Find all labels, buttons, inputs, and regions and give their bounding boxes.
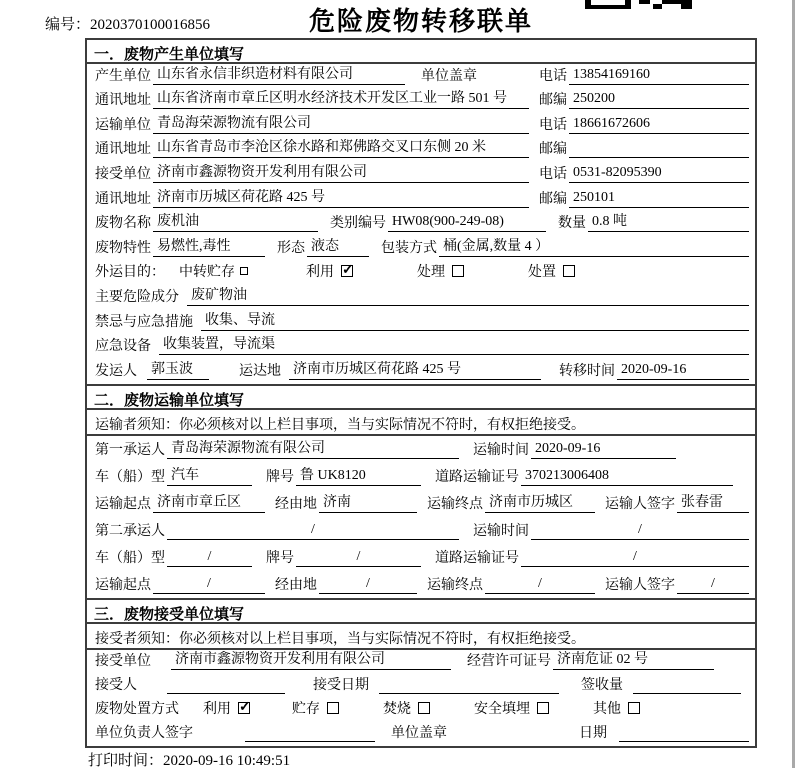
- print-time-label: 打印时间：: [88, 753, 164, 768]
- address-label: 通讯地址: [95, 191, 151, 207]
- received-qty-value: [633, 676, 741, 694]
- end-label: 运输终点: [427, 496, 483, 512]
- purpose-option-dispose: [528, 261, 575, 281]
- checkbox-label: 中转贮存: [179, 265, 235, 281]
- section3-header: 三．废物接受单位填写: [87, 600, 755, 624]
- hazard-label: 主要危险成分: [95, 289, 179, 305]
- phone-value: 0531-82095390: [569, 164, 749, 183]
- postcode-value: 250101: [569, 189, 749, 208]
- form-state-label: 形态: [277, 240, 305, 256]
- address-label: 通讯地址: [95, 93, 151, 109]
- origin-label: 运输起点: [95, 496, 151, 512]
- section1-body: [87, 64, 755, 386]
- carrier-label: 第二承运人: [95, 523, 165, 539]
- phone-label: 电话: [539, 117, 567, 133]
- address-label: 通讯地址: [95, 142, 151, 158]
- vehicle-type-label: 车（船）型: [95, 469, 165, 485]
- quantity-label: 数量: [558, 216, 586, 232]
- section3-notice: 接受者须知：你必须核对以上栏目事项，当与实际情况不符时，有权拒绝接受。: [87, 624, 755, 650]
- postcode-value: [569, 140, 749, 158]
- postcode-field: [537, 138, 749, 158]
- checkbox-label: 其他: [593, 701, 621, 717]
- phone-label: 电话: [539, 166, 567, 182]
- window-edge-strip: [792, 0, 795, 768]
- qr-code-remnant-icon: [585, 0, 695, 9]
- carrier-sign-label: 运输人签字: [605, 496, 675, 512]
- address-value: 山东省济南市章丘区明水经济技术开发区工业一路 501 号: [153, 90, 529, 109]
- carrier-sign-label: 运输人签字: [605, 577, 675, 593]
- received-qty-label: 签收量: [581, 677, 623, 693]
- phone-value: 18661672606: [569, 115, 749, 134]
- row-vehicle-2: [87, 544, 755, 571]
- checkbox-label: 处置: [528, 265, 556, 281]
- postcode-label: 邮编: [539, 93, 567, 109]
- row-second-carrier: [87, 517, 755, 544]
- row-transport-unit: [87, 113, 755, 138]
- serial-label: 编号：: [45, 17, 91, 33]
- storage-checkbox-icon: [327, 702, 339, 714]
- disposal-method-label: 废物处置方式: [95, 701, 179, 717]
- transport-time-label: 运输时间: [473, 523, 529, 539]
- row-disposal-method: [87, 698, 755, 722]
- date-label: 日期: [579, 725, 607, 741]
- purpose-label: 外运目的：: [95, 265, 165, 281]
- checkbox-label: 贮存: [292, 701, 320, 717]
- transport-time-value: 2020-09-16: [531, 440, 676, 459]
- disposal-option-storage: [292, 698, 339, 718]
- print-time-value: 2020-09-16 10:49:51: [163, 753, 291, 768]
- manifest-form: [85, 38, 757, 748]
- origin-label: 运输起点: [95, 577, 151, 593]
- row-vehicle-1: [87, 463, 755, 490]
- characteristic-value: 易燃性,毒性: [153, 238, 265, 257]
- phone-value: 13854169160: [569, 66, 749, 85]
- section2-header: 二．废物运输单位填写: [87, 386, 755, 410]
- carrier-sign-value: 张春雷: [677, 494, 749, 513]
- accept-unit-value: 济南市鑫源物资开发利用有限公司: [171, 651, 451, 670]
- contraindication-label: 禁忌与应急措施: [95, 314, 193, 330]
- recipient-label: 接受人: [95, 677, 137, 693]
- transfer-time-value: 2020-09-16: [617, 361, 749, 380]
- characteristic-label: 废物特性: [95, 240, 151, 256]
- via-label: 经由地: [275, 577, 317, 593]
- category-value: HW08(900-249-08): [388, 213, 546, 232]
- via-value: /: [319, 575, 417, 594]
- responsible-sign-label: 单位负责人签字: [95, 725, 193, 741]
- transport-unit-label: 运输单位: [95, 117, 151, 133]
- category-label: 类别编号: [330, 216, 386, 232]
- permit-label: 经营许可证号: [467, 653, 551, 669]
- section1-header: 一．废物产生单位填写: [87, 40, 755, 64]
- row-accept-unit: [87, 650, 755, 674]
- section2-notice: 运输者须知：你必须核对以上栏目事项，当与实际情况不符时，有权拒绝接受。: [87, 410, 755, 436]
- row-first-carrier: [87, 436, 755, 463]
- recipient-value: [167, 676, 285, 694]
- row-route-1: [87, 490, 755, 517]
- row-contraindication: [87, 310, 755, 335]
- receiver-unit-label: 接受单位: [95, 166, 151, 182]
- vehicle-type-value: 汽车: [167, 467, 252, 486]
- date-value: [619, 724, 749, 742]
- row-receiver-unit: [87, 162, 755, 187]
- end-value: /: [485, 575, 595, 594]
- postcode-field: [537, 188, 749, 208]
- utilize-checkbox-icon: [238, 702, 250, 714]
- vehicle-type-value: /: [167, 548, 252, 567]
- row-waste-name: [87, 212, 755, 237]
- purpose-option-utilize: [306, 261, 353, 281]
- road-license-value: /: [521, 548, 749, 567]
- row-responsible-signature: [87, 722, 755, 746]
- address-value: 山东省青岛市李沧区徐水路和郑佛路交叉口东侧 20 米: [153, 139, 529, 158]
- page-title: 危险废物转移联单: [308, 6, 533, 36]
- equipment-value: 收集装置，导流渠: [159, 336, 749, 355]
- postcode-label: 邮编: [539, 142, 567, 158]
- row-transport-address: [87, 138, 755, 163]
- road-license-label: 道路运输证号: [435, 469, 519, 485]
- landfill-checkbox-icon: [537, 702, 549, 714]
- transfer-time-label: 转移时间: [559, 363, 615, 379]
- producer-unit-label: 产生单位: [95, 68, 151, 84]
- dispose-checkbox-icon: [563, 265, 575, 277]
- phone-field: [537, 163, 749, 183]
- qr-block: [681, 0, 692, 9]
- row-outbound-purpose: [87, 261, 755, 286]
- purpose-option-transfer-storage: [179, 261, 248, 281]
- row-emergency-equipment: [87, 335, 755, 360]
- row-hazard-component: [87, 285, 755, 310]
- row-producer-address: [87, 89, 755, 114]
- qr-block: [662, 0, 681, 4]
- utilize-checkbox-icon: [341, 265, 353, 277]
- plate-label: 牌号: [266, 550, 294, 566]
- plate-value: /: [296, 548, 421, 567]
- receiver-unit-value: 济南市鑫源物资开发利用有限公司: [153, 164, 529, 183]
- carrier-label: 第一承运人: [95, 442, 165, 458]
- checkbox-label: 焚烧: [383, 701, 411, 717]
- permit-value: 济南危证 02 号: [553, 651, 714, 670]
- equipment-label: 应急设备: [95, 339, 151, 355]
- hazard-value: 废矿物油: [187, 287, 749, 306]
- checkbox-label: 安全填埋: [474, 701, 530, 717]
- address-value: 济南市历城区荷花路 425 号: [153, 189, 529, 208]
- row-consignor: [87, 359, 755, 384]
- transfer-storage-checkbox-icon: [240, 267, 248, 275]
- qr-block: [639, 0, 650, 4]
- destination-value: 济南市历城区荷花路 425 号: [289, 361, 541, 380]
- row-producer-unit: [87, 64, 755, 89]
- receive-date-value: [379, 676, 559, 694]
- quantity-value: 0.8 吨: [588, 213, 749, 232]
- postcode-value: 250200: [569, 90, 749, 109]
- purpose-option-treat: [417, 261, 464, 281]
- row-route-2: [87, 571, 755, 598]
- treat-checkbox-icon: [452, 265, 464, 277]
- disposal-option-incinerate: [383, 698, 430, 718]
- phone-field: [537, 65, 749, 85]
- row-recipient: [87, 674, 755, 698]
- end-value: 济南市历城区: [485, 494, 595, 513]
- via-label: 经由地: [275, 496, 317, 512]
- section2-body: [87, 436, 755, 600]
- waste-name-value: 废机油: [153, 213, 318, 232]
- disposal-option-other: [593, 698, 640, 718]
- road-license-label: 道路运输证号: [435, 550, 519, 566]
- contraindication-value: 收集、导流: [201, 312, 749, 331]
- phone-field: [537, 114, 749, 134]
- origin-value: 济南市章丘区: [153, 494, 265, 513]
- transport-time-value: /: [531, 521, 749, 540]
- row-receiver-address: [87, 187, 755, 212]
- qr-block: [625, 0, 631, 9]
- origin-value: /: [153, 575, 265, 594]
- via-value: 济南: [319, 494, 417, 513]
- plate-value: 鲁 UK8120: [296, 467, 421, 486]
- incinerate-checkbox-icon: [418, 702, 430, 714]
- receive-date-label: 接受日期: [313, 677, 369, 693]
- carrier-value: 青岛海荣源物流有限公司: [167, 440, 459, 459]
- consignor-value: 郭玉波: [147, 361, 209, 380]
- plate-label: 牌号: [266, 469, 294, 485]
- disposal-option-utilize: [203, 698, 250, 718]
- postcode-label: 邮编: [539, 191, 567, 207]
- row-waste-characteristic: [87, 236, 755, 261]
- postcode-field: [537, 89, 749, 109]
- disposal-option-landfill: [474, 698, 549, 718]
- carrier-sign-value: /: [677, 575, 749, 594]
- other-checkbox-icon: [628, 702, 640, 714]
- unit-seal-label: 单位盖章: [391, 725, 447, 741]
- accept-unit-label: 接受单位: [95, 653, 151, 669]
- serial-value: 2020370100016856: [90, 17, 211, 33]
- vehicle-type-label: 车（船）型: [95, 550, 165, 566]
- destination-label: 运达地: [239, 363, 281, 379]
- checkbox-label: 利用: [203, 701, 231, 717]
- producer-unit-value: 山东省永信非织造材料有限公司: [153, 66, 405, 85]
- end-label: 运输终点: [427, 577, 483, 593]
- checkbox-label: 处理: [417, 265, 445, 281]
- responsible-sign-value: [245, 724, 375, 742]
- carrier-value: /: [167, 521, 459, 540]
- print-time: [88, 749, 290, 768]
- packaging-value: 桶(金属,数量 4 ）: [439, 238, 749, 257]
- transport-unit-value: 青岛海荣源物流有限公司: [153, 115, 529, 134]
- qr-block: [653, 4, 662, 9]
- transport-time-label: 运输时间: [473, 442, 529, 458]
- waste-name-label: 废物名称: [95, 216, 151, 232]
- checkbox-label: 利用: [306, 265, 334, 281]
- form-state-value: 液态: [307, 238, 369, 257]
- unit-seal-label: 单位盖章: [421, 68, 477, 84]
- phone-label: 电话: [539, 68, 567, 84]
- packaging-label: 包装方式: [381, 240, 437, 256]
- consignor-label: 发运人: [95, 363, 137, 379]
- road-license-value: 370213006408: [521, 467, 733, 486]
- section3-body: [87, 650, 755, 746]
